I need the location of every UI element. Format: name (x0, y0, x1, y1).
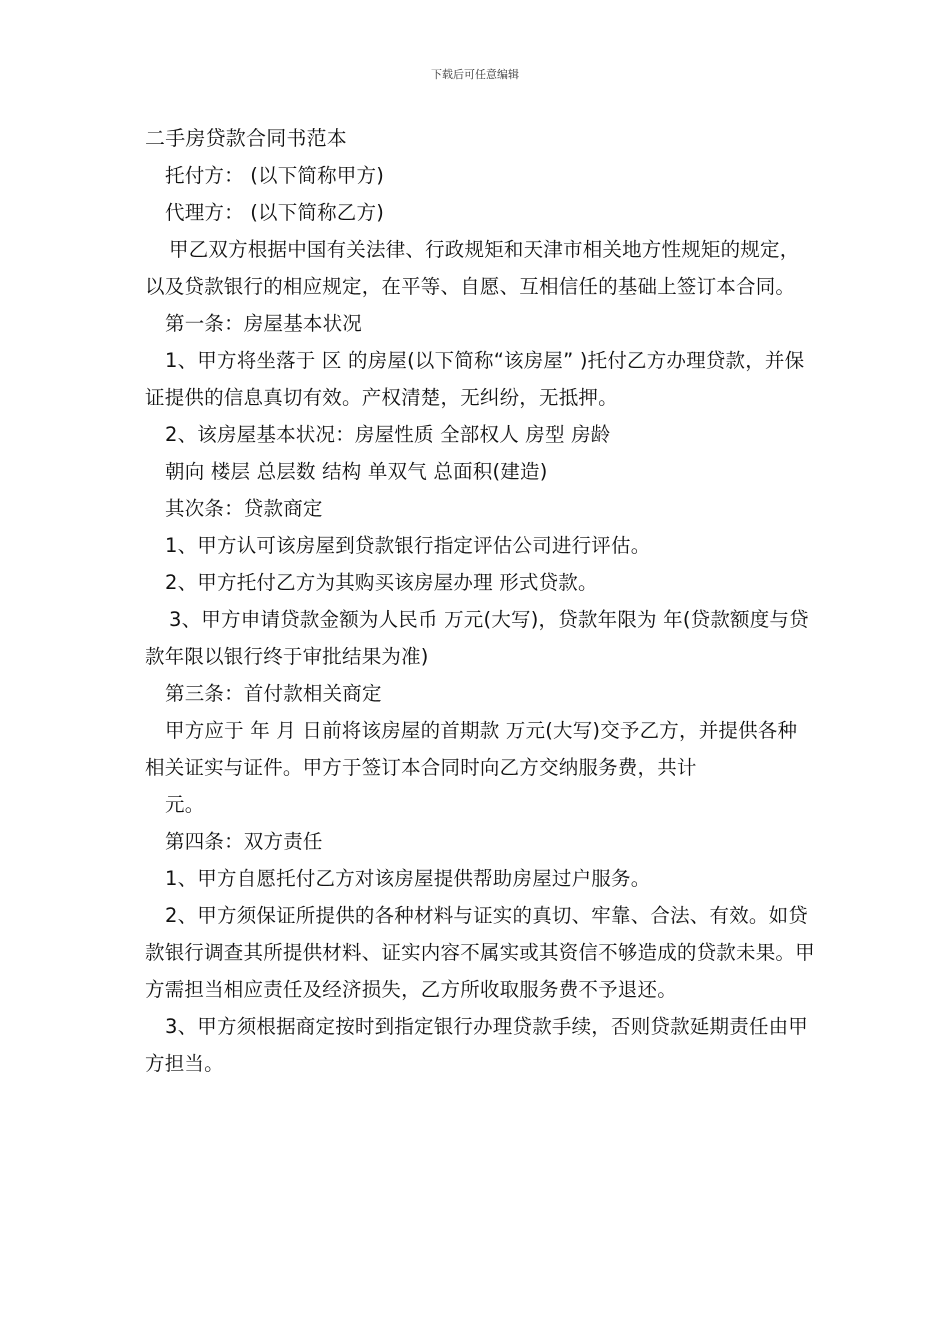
article4-item2: 2、甲方须保证所提供的各种材料与证实的真切、牢靠、合法、有效。如贷款银行调查其所提供材料、证实内容不属实或其资信不够造成的贷款未果。甲方需担当相应责任及经济损失，乙方所收取服务费不予退还。 (145, 904, 815, 1001)
document-title: 二手房贷款合同书范本 (145, 126, 347, 150)
article2-item3: 3、甲方申请贷款金额为人民币 万元(大写)，贷款年限为 年(贷款额度与贷款年限以银行终于审批结果为准) (145, 608, 809, 668)
article1-item1: 1、甲方将坐落于 区 的房屋(以下简称“该房屋” )托付乙方办理贷款，并保证提供的信息真切有效。产权清楚，无纠纷，无抵押。 (145, 349, 805, 409)
article2-item2: 2、甲方托付乙方为其购买该房屋办理 形式贷款。 (165, 571, 598, 594)
article3-body: 甲方应于 年 月 日前将该房屋的首期款 万元(大写)交予乙方，并提供各种相关证实与证件。甲方于签订本合同时向乙方交纳服务费，共计 (145, 719, 798, 779)
article4-heading: 第四条：双方责任 (165, 830, 323, 853)
article1-item2-line1: 2、该房屋基本状况：房屋性质 全部权人 房型 房龄 (165, 423, 611, 446)
article2-heading: 其次条：贷款商定 (165, 497, 323, 520)
article2-item1: 1、甲方认可该房屋到贷款银行指定评估公司进行评估。 (165, 534, 651, 557)
article1-heading: 第一条：房屋基本状况 (165, 312, 363, 335)
page-header: 下载后可任意编辑 (431, 68, 519, 81)
party-a-line: 托付方： (以下简称甲方) (165, 164, 385, 187)
article1-item2-line2: 朝向 楼层 总层数 结构 单双气 总面积(建造) (165, 460, 548, 483)
article3-heading: 第三条：首付款相关商定 (165, 682, 382, 705)
article4-item1: 1、甲方自愿托付乙方对该房屋提供帮助房屋过户服务。 (165, 867, 651, 890)
intro-paragraph: 甲乙双方根据中国有关法律、行政规矩和天津市相关地方性规矩的规定，以及贷款银行的相应规定，在平等、自愿、互相信任的基础上签订本合同。 (145, 238, 800, 298)
article3-body-end: 元。 (165, 793, 205, 816)
party-b-line: 代理方： (以下简称乙方) (165, 201, 385, 224)
document-body (145, 120, 815, 1082)
article4-item3: 3、甲方须根据商定按时到指定银行办理贷款手续，否则贷款延期责任由甲方担当。 (145, 1015, 809, 1075)
